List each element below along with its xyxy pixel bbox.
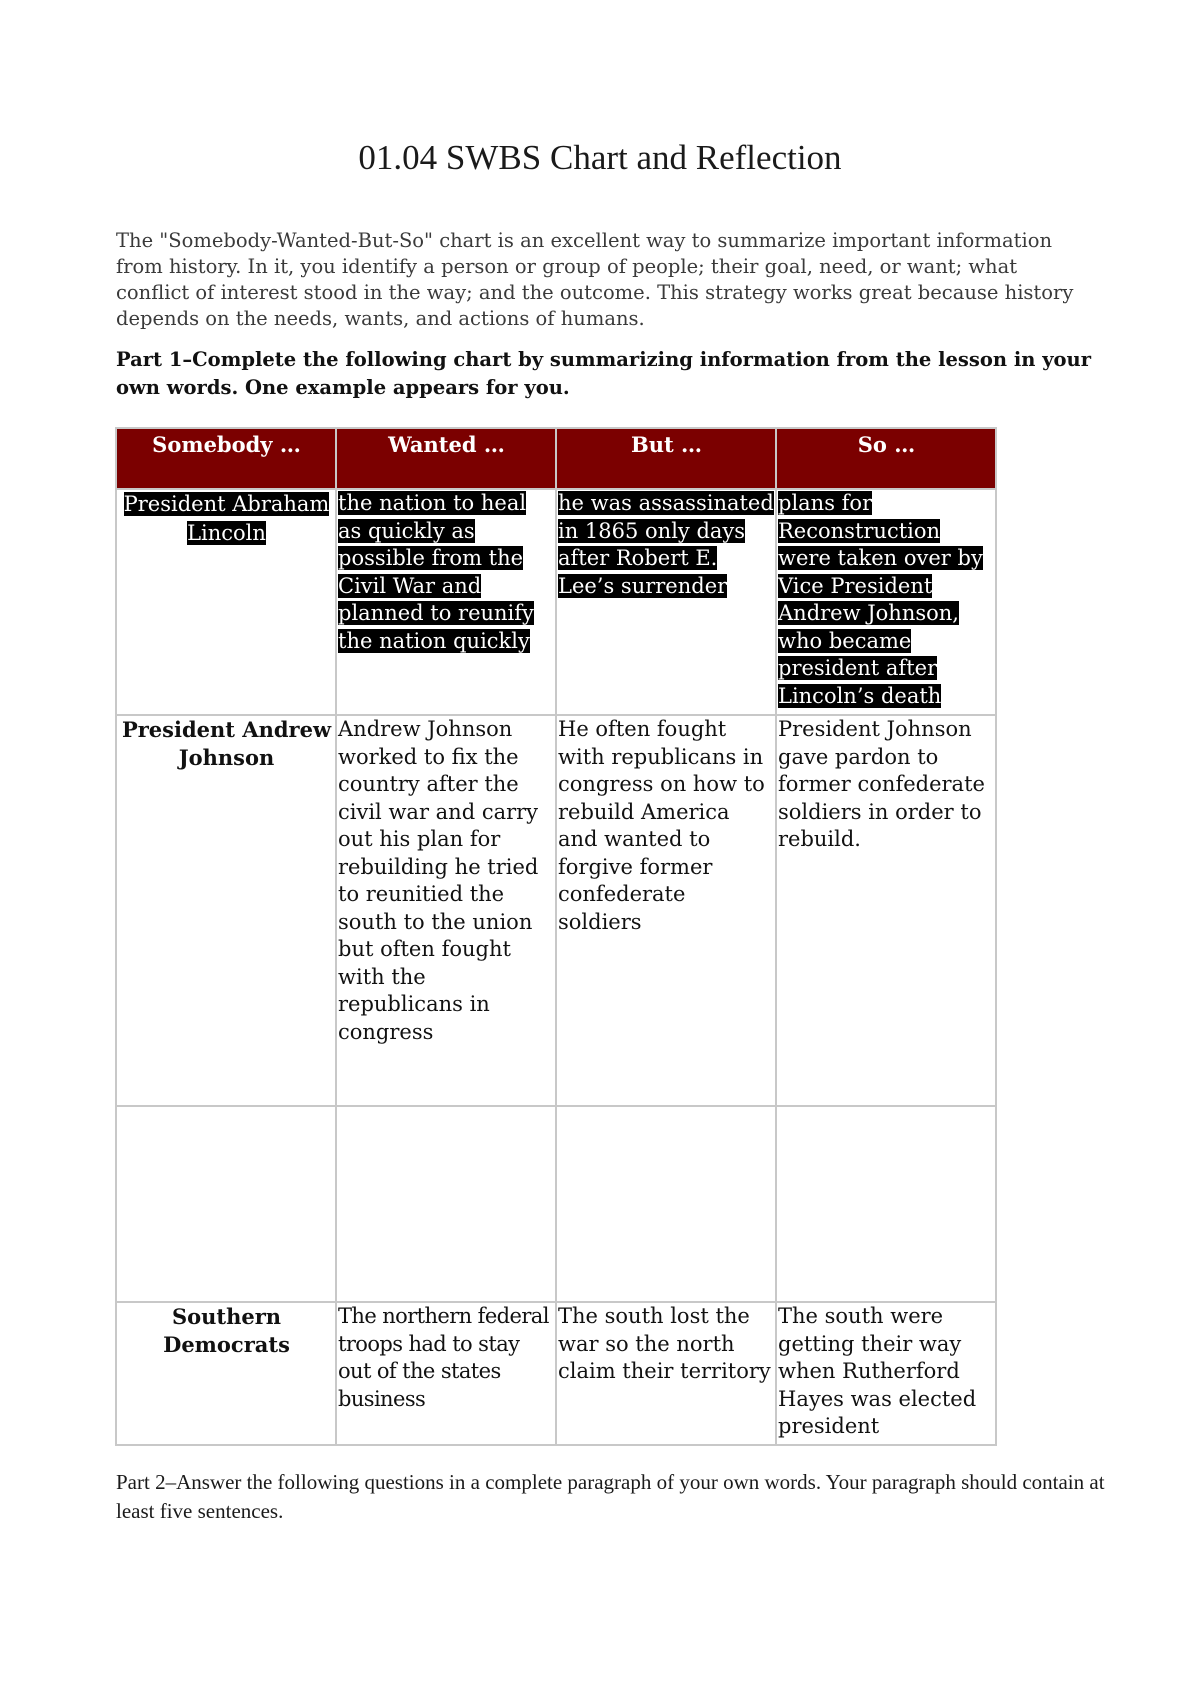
cell-but[interactable] xyxy=(556,1106,776,1302)
swbs-chart xyxy=(115,427,997,1446)
header-wanted: Wanted … xyxy=(336,428,556,489)
example-wanted-text: the nation to heal as quickly as possible from the Civil War and planned to reunify the nation quickly xyxy=(338,491,534,653)
chart-header-row xyxy=(116,428,996,489)
part1-instructions: Part 1–Complete the following chart by summarizing information from the lesson in your own words. One example appears for you. xyxy=(116,348,1091,399)
cell-but[interactable]: He often fought with republicans in congress on how to rebuild America and wanted to forgive former confederate soldiers xyxy=(556,715,776,1106)
intro-paragraph: The "Somebody-Wanted-But-So" chart is an excellent way to summarize important information from history. In it, you identify a person or group of people; their goal, need, or want; what conflict of interest stood in the way; and the outcome. This strategy works great because history depends on the needs, wants, and actions of humans. xyxy=(116,229,1074,330)
example-so-text: plans for Reconstruction were taken over by Vice President Andrew Johnson, who became president after Lincoln’s death xyxy=(778,491,983,708)
cell-wanted[interactable]: Andrew Johnson worked to fix the country after the civil war and carry out his plan for rebuilding he tried to reunitied the south to the union but often fought with the republicans in congress xyxy=(336,715,556,1106)
header-somebody: Somebody … xyxy=(116,428,336,489)
cell-so[interactable]: President Johnson gave pardon to former confederate soldiers in order to rebuild. xyxy=(776,715,996,1106)
example-but-text: he was assassinated in 1865 only days after Robert E. Lee’s surrender xyxy=(558,491,774,598)
cell-so[interactable] xyxy=(776,489,996,715)
cell-so[interactable] xyxy=(776,1106,996,1302)
part2-instructions: Part 2–Answer the following questions in a complete paragraph of your own words. Your paragraph should contain at least five sentences. xyxy=(116,1470,1105,1523)
cell-wanted[interactable] xyxy=(336,1106,556,1302)
cell-but[interactable] xyxy=(556,489,776,715)
cell-so[interactable]: The south were getting their way when Rutherford Hayes was elected president xyxy=(776,1302,996,1445)
table-row xyxy=(116,1302,996,1445)
table-row xyxy=(116,1106,996,1302)
cell-wanted[interactable]: The northern federal troops had to stay out of the states business xyxy=(336,1302,556,1445)
cell-somebody[interactable]: President Andrew Johnson xyxy=(116,715,336,1106)
header-but: But … xyxy=(556,428,776,489)
cell-somebody[interactable] xyxy=(116,1106,336,1302)
table-row xyxy=(116,489,996,715)
cell-wanted[interactable] xyxy=(336,489,556,715)
cell-somebody[interactable] xyxy=(116,489,336,715)
table-row xyxy=(116,715,996,1106)
cell-somebody[interactable]: Southern Democrats xyxy=(116,1302,336,1445)
example-somebody-text: President Abraham Lincoln xyxy=(123,492,330,545)
page-title: 01.04 SWBS Chart and Reflection xyxy=(358,138,842,177)
header-so: So … xyxy=(776,428,996,489)
cell-but[interactable]: The south lost the war so the north claim their territory xyxy=(556,1302,776,1445)
